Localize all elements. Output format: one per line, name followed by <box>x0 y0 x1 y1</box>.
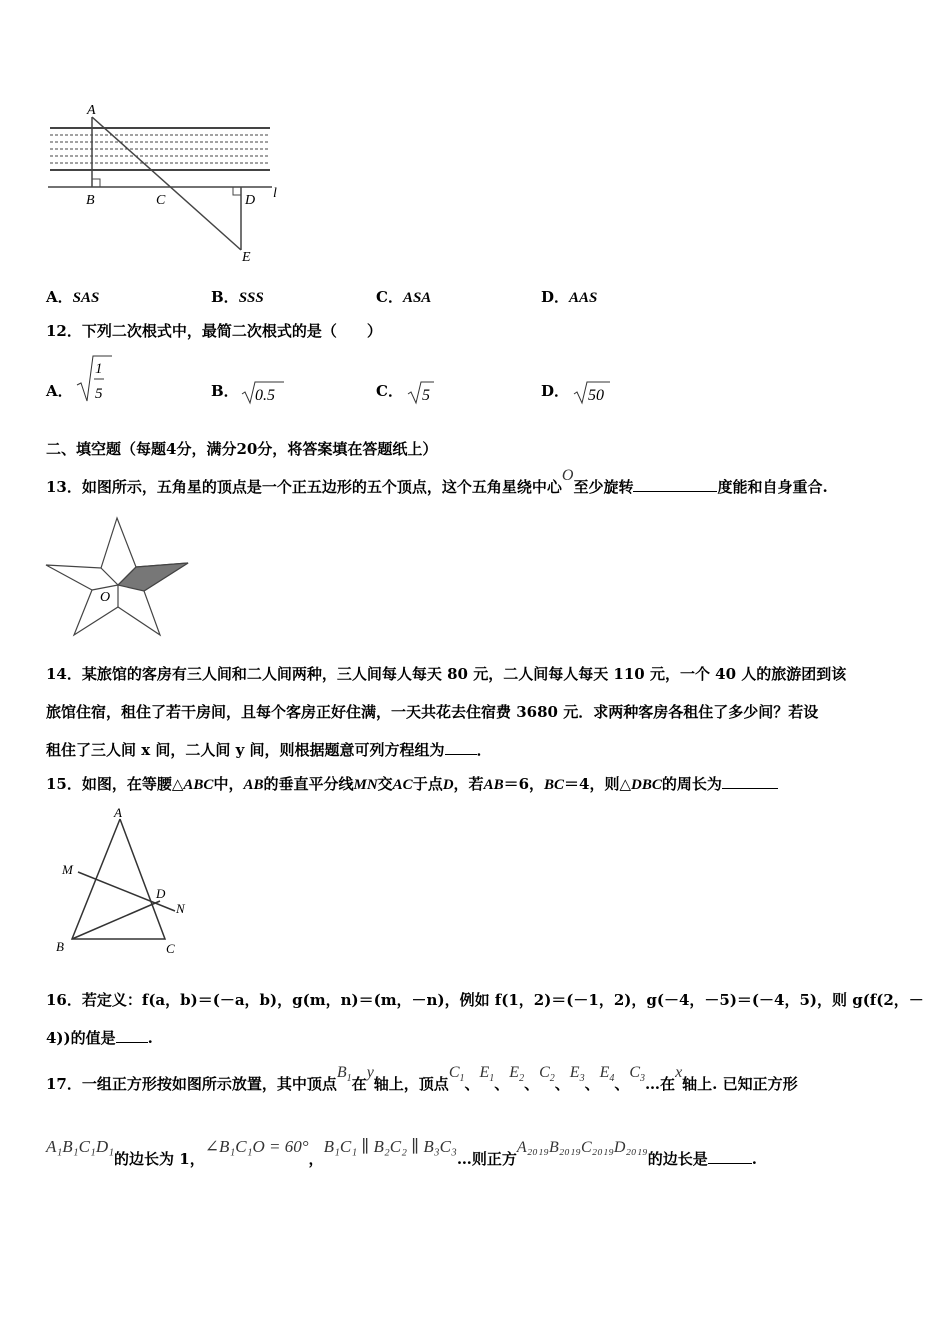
option-letter: B． <box>211 288 239 306</box>
tri-label-d: D <box>156 886 166 901</box>
figure-q11 <box>40 98 300 268</box>
fig11-label-c: C <box>156 193 166 208</box>
q17-pt-e2 <box>509 1064 525 1085</box>
q17-line-1 <box>46 1064 798 1096</box>
q12-option-c-radical <box>406 380 436 406</box>
q15-t5: 于点 <box>412 775 443 793</box>
q12-option-b-letter: B． <box>211 382 239 400</box>
q11-option-c <box>376 286 431 307</box>
q17-answer-blank[interactable] <box>708 1149 752 1164</box>
q17-sep: 、 <box>554 1075 570 1093</box>
pt-letter: C <box>629 1064 641 1081</box>
q15-t6: ，若 <box>453 775 484 793</box>
option-letter: C． <box>376 288 403 306</box>
option-text: AAS <box>569 290 598 306</box>
q15-t7: ＝6， <box>503 775 545 793</box>
fraction-numerator: 1 <box>95 361 103 377</box>
q15-t9: 的周长为 <box>661 775 722 793</box>
q17-b1-letter: B <box>336 1064 347 1081</box>
q15-ac: AC <box>392 777 413 793</box>
pt-letter: E <box>509 1064 520 1081</box>
q12-option-a-letter: A． <box>46 382 73 400</box>
q16-line-1: 16．若定义：f(a，b)＝(－a，b)，g(m，n)＝(m，－n)，例如 f(1，2)＝(－1，2)，g(－4，－5)＝(－4，5)，则 g(f(2，－ <box>46 991 924 1009</box>
pt-sub: 2 <box>549 1073 555 1085</box>
q17-t5: 轴上. 已知正方形 <box>682 1075 798 1093</box>
fig11-label-e: E <box>242 250 251 265</box>
q13-pre: 13．如图所示，五角星的顶点是一个正五边形的五个顶点，这个五角星绕中心 <box>46 478 562 496</box>
option-letter: A． <box>46 288 73 306</box>
q17-sep: 、 <box>614 1075 630 1093</box>
pt-sub: 3 <box>640 1073 646 1085</box>
q12-option-b-radical <box>240 380 286 406</box>
tri-label-a: A <box>114 805 122 820</box>
q17-b1-sub: 1 <box>346 1073 352 1085</box>
pt-sub: 3 <box>579 1073 585 1085</box>
q13-text <box>46 467 828 497</box>
q14-line-3-end: ． <box>476 741 492 759</box>
figure-triangle <box>50 805 200 960</box>
q15-t1: 15．如图，在等腰△ <box>46 775 184 793</box>
q15-dbc: DBC <box>631 777 662 793</box>
q12-option-d-radical <box>572 380 612 406</box>
q15-t2: 中， <box>213 775 244 793</box>
q17-square-1: A₁B₁C₁D₁ <box>46 1137 115 1156</box>
star-center-label: O <box>100 590 111 605</box>
q14-line-3-text: 租住了三人间 x 间，二人间 y 间，则根据题意可列方程组为 <box>46 741 445 759</box>
q15-mn: MN <box>353 777 378 793</box>
q11-option-d <box>541 286 597 307</box>
radicand: 50 <box>588 387 604 404</box>
q15-abc: ABC <box>183 777 214 793</box>
q12-option-a-radical <box>74 353 114 405</box>
q16-line-2-end: . <box>147 1029 153 1047</box>
fig11-label-l: l <box>273 186 277 201</box>
q15-ab2: AB <box>483 777 504 793</box>
tri-label-c: C <box>166 941 175 956</box>
q17-pt-c3 <box>629 1064 646 1085</box>
q15-t4: 交 <box>377 775 393 793</box>
q17-sep: 、 <box>584 1075 600 1093</box>
q15-ab: AB <box>243 777 264 793</box>
q16-line-2-text: 4))的值是 <box>46 1029 116 1047</box>
q11-option-a <box>46 286 99 307</box>
pt-sub: 2 <box>519 1073 525 1085</box>
q12-stem: 12．下列二次根式中，最简二次根式的是（ ） <box>46 322 382 340</box>
q17-pt-e3 <box>569 1064 585 1085</box>
q17-x: x <box>675 1064 683 1081</box>
q14-answer-blank[interactable] <box>445 740 477 755</box>
q15-d: D <box>442 777 454 793</box>
q17-sep: 、 <box>494 1075 510 1093</box>
option-letter: D． <box>541 288 570 306</box>
q17-sep: 、 <box>524 1075 540 1093</box>
fig11-label-d: D <box>245 193 256 208</box>
radicand: 0.5 <box>255 387 275 404</box>
q15-t3: 的垂直平分线 <box>263 775 354 793</box>
q17-parallel: B₁C₁ ∥ B₂C₂ ∥ B₃C₃ <box>323 1137 457 1156</box>
fraction-denominator: 5 <box>95 386 103 402</box>
q17-sep: 、 <box>464 1075 480 1093</box>
tri-label-n: N <box>176 901 185 916</box>
q12-option-c-letter: C． <box>376 382 403 400</box>
q17-pt-e4 <box>599 1064 615 1085</box>
pt-sub: 1 <box>489 1073 495 1085</box>
q17-comma: ， <box>308 1150 324 1168</box>
q17-end: . <box>751 1150 757 1168</box>
pt-letter: C <box>448 1064 460 1081</box>
q15-bc: BC <box>544 777 565 793</box>
q12-option-d-letter: D． <box>541 382 570 400</box>
q13-post: 度能和自身重合. <box>717 478 828 496</box>
q17-y: y <box>366 1064 374 1081</box>
q11-option-b <box>211 286 264 307</box>
option-text: SSS <box>238 290 264 306</box>
q14-line-2: 旅馆住宿，租住了若干房间，且每个客房正好住满，一天共花去住宿费 3680 元．求两种客房各租住了多少间？若设 <box>46 703 819 721</box>
pt-letter: E <box>569 1064 580 1081</box>
q17-t1: 17．一组正方形按如图所示放置，其中顶点 <box>46 1075 337 1093</box>
q17-t2: 在 <box>351 1075 367 1093</box>
q17-pt-e1 <box>479 1064 495 1085</box>
q17-t4: …在 <box>645 1075 676 1093</box>
option-text: SAS <box>72 290 100 306</box>
q15-text <box>46 773 778 794</box>
q17-pt-c1 <box>448 1064 465 1085</box>
pt-sub: 4 <box>609 1073 615 1085</box>
pt-sub: 1 <box>459 1073 465 1085</box>
q13-mid: 至少旋转 <box>573 478 634 496</box>
q17-pt-c2 <box>539 1064 555 1085</box>
q17-t3: 轴上，顶点 <box>373 1075 449 1093</box>
q17-square-2019: A₂₀₁₉B₂₀₁₉C₂₀₁₉D₂₀₁₉ <box>516 1139 648 1156</box>
q17-t6: 的边长为 1， <box>114 1150 205 1168</box>
option-text: ASA <box>402 290 432 306</box>
tri-label-m: M <box>62 862 73 877</box>
pt-letter: C <box>539 1064 550 1081</box>
pt-letter: E <box>599 1064 610 1081</box>
fig11-label-b: B <box>86 193 95 208</box>
q17-b1 <box>336 1064 352 1085</box>
q14-line-1: 14．某旅馆的客房有三人间和二人间两种，三人间每人每天 80 元，二人间每人每天 110 元，一个 40 人的旅游团到该 <box>46 665 847 683</box>
fig11-label-a: A <box>87 103 96 118</box>
q13-center-o: O <box>561 467 574 484</box>
q17-angle: ∠B₁C₁O = 60° <box>204 1137 309 1156</box>
q17-t8: 的边长是 <box>647 1150 708 1168</box>
q16-line-2 <box>46 1027 153 1048</box>
q17-line-2 <box>46 1137 757 1169</box>
tri-label-b: B <box>56 939 64 954</box>
q16-answer-blank[interactable] <box>116 1028 148 1043</box>
q14-line-3 <box>46 739 492 760</box>
q13-answer-blank[interactable] <box>633 477 717 492</box>
section-heading: 二、填空题（每题4分，满分20分，将答案填在答题纸上） <box>46 440 438 458</box>
q15-answer-blank[interactable] <box>722 774 778 789</box>
pt-letter: E <box>479 1064 490 1081</box>
figure-star <box>40 515 195 640</box>
radicand: 5 <box>422 387 430 404</box>
q17-t7: …则正方 <box>456 1150 517 1168</box>
q15-t8: ＝4，则△ <box>564 775 632 793</box>
